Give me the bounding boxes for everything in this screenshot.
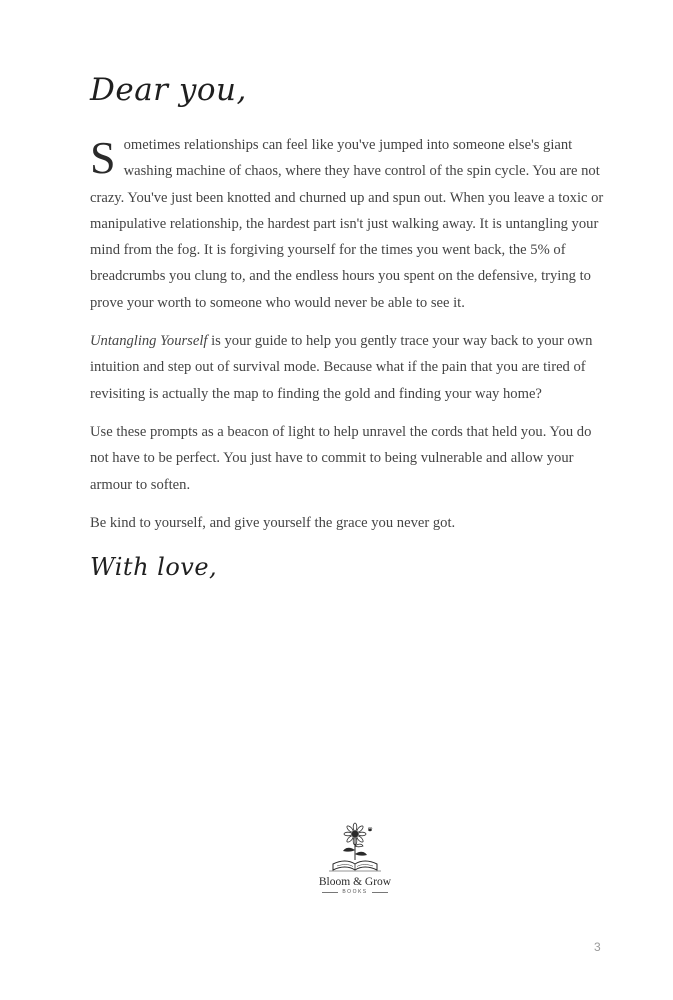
letter-body [90, 132, 610, 548]
publisher-subtitle [300, 889, 410, 895]
book-title: Untangling Yourself [90, 333, 208, 350]
publisher-sub-label: BOOKS [342, 889, 368, 895]
paragraph-2 [90, 328, 610, 407]
paragraph-3: Use these prompts as a beacon of light to help unravel the cords that held you. You do not have to be perfect. You just have to commit to being vulnerable and allow your armour to soften. [90, 423, 592, 493]
signoff: With love, [90, 553, 218, 581]
salutation: Dear you, [90, 72, 247, 108]
paragraph-4: Be kind to yourself, and give yourself the grace you never got. [90, 514, 456, 531]
divider-right [372, 892, 388, 893]
drop-cap: S [90, 132, 116, 183]
paragraph-1 [90, 132, 610, 316]
divider-left [322, 892, 338, 893]
publisher-name: Bloom & Grow [318, 876, 392, 888]
paragraph-1-text: ometimes relationships can feel like you've jumped into someone else's giant washing machine of chaos, where they have control of the spin cycle. You are not crazy. You've just been knotted and churned up and spun out. When you leave a toxic or manipulative relationship, the hardest part isn't just walking away. It is untangling your mind from the fog. It is forgiving yourself for the times you went back, the 5% of breadcrumbs you clung to, and the endless hours you spent on the defensive, trying to prove your worth to someone who would never be able to see it. [90, 137, 604, 311]
paragraph-2-text: is your guide to help you gently trace your way back to your own intuition and step out of survival mode. Because what if the pain that you are tired of revisiting is actually the map to finding the gold and finding your way home? [90, 333, 593, 402]
sunflower-book-icon [325, 822, 385, 874]
page-number: 3 [594, 940, 601, 954]
publisher-logo [300, 822, 410, 895]
